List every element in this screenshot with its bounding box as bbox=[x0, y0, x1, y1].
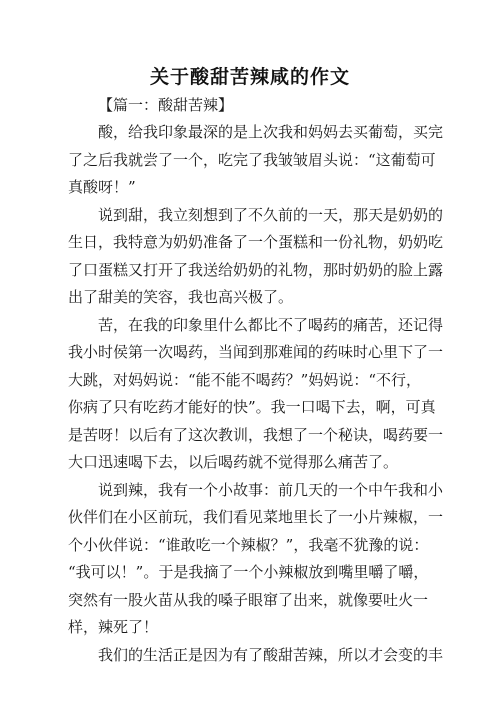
paragraph-sour bbox=[68, 119, 444, 202]
text-line: 生日，我特意为奶奶准备了一个蛋糕和一份礼物，奶奶吃 bbox=[68, 233, 444, 251]
text-line: 样，辣死了！ bbox=[68, 618, 159, 636]
text-line: 大口迅速喝下去，以后喝药就不觉得那么痛苦了。 bbox=[68, 453, 399, 471]
text-line: 酸，给我印象最深的是上次我和妈妈去买葡萄，买完 bbox=[98, 123, 444, 141]
text-line: “我可以！”。于是我摘了一个小辣椒放到嘴里嚼了嚼， bbox=[68, 563, 429, 581]
text-line: 个小伙伴说：“谁敢吃一个辣椒？”，我毫不犹豫的说： bbox=[68, 535, 429, 554]
text-line: 出了甜美的笑容，我也高兴极了。 bbox=[68, 288, 294, 306]
text-line: 真酸呀！” bbox=[68, 178, 136, 196]
text-line: 了口蛋糕又打开了我送给奶奶的礼物，那时奶奶的脸上露 bbox=[68, 260, 444, 279]
document-body bbox=[68, 92, 444, 669]
text-line: 苦，在我的印象里什么都比不了喝药的痛苦，还记得 bbox=[98, 315, 444, 334]
paragraph-conclusion bbox=[68, 642, 444, 670]
text-line: 我小时侯第一次喝药，当闻到那难闻的药味时心里下了一 bbox=[68, 343, 444, 361]
text-line: 说到辣，我有一个小故事：前几天的一个中午我和小 bbox=[98, 480, 444, 499]
text-line: 了之后我就尝了一个，吃完了我皱皱眉头说：“这葡萄可 bbox=[68, 150, 436, 169]
text-line: 我们的生活正是因为有了酸甜苦辣，所以才会变的丰 bbox=[98, 645, 444, 664]
paragraph-spicy bbox=[68, 477, 444, 642]
text-line: 你病了只有吃药才能好的快”。我一口喝下去，啊，可真 bbox=[68, 398, 436, 416]
text-line: 突然有一股火苗从我的嗓子眼窜了出来，就像要吐火一 bbox=[68, 590, 429, 609]
paragraph-bitter bbox=[68, 312, 444, 477]
text-line: 是苦呀！以后有了这次教训，我想了一个秘诀，喝药要一 bbox=[68, 425, 444, 444]
text-line: 伙伴们在小区前玩，我们看见菜地里长了一小片辣椒，一 bbox=[68, 508, 444, 526]
document-title: 关于酸甜苦辣咸的作文 bbox=[149, 66, 350, 88]
text-line: 说到甜，我立刻想到了不久前的一天，那天是奶奶的 bbox=[98, 205, 444, 224]
section-heading: 【篇一：酸甜苦辣】 bbox=[98, 96, 234, 114]
paragraph-sweet bbox=[68, 202, 444, 312]
text-line: 大跳，对妈妈说：“能不能不喝药？”妈妈说：“不行， bbox=[68, 370, 422, 389]
